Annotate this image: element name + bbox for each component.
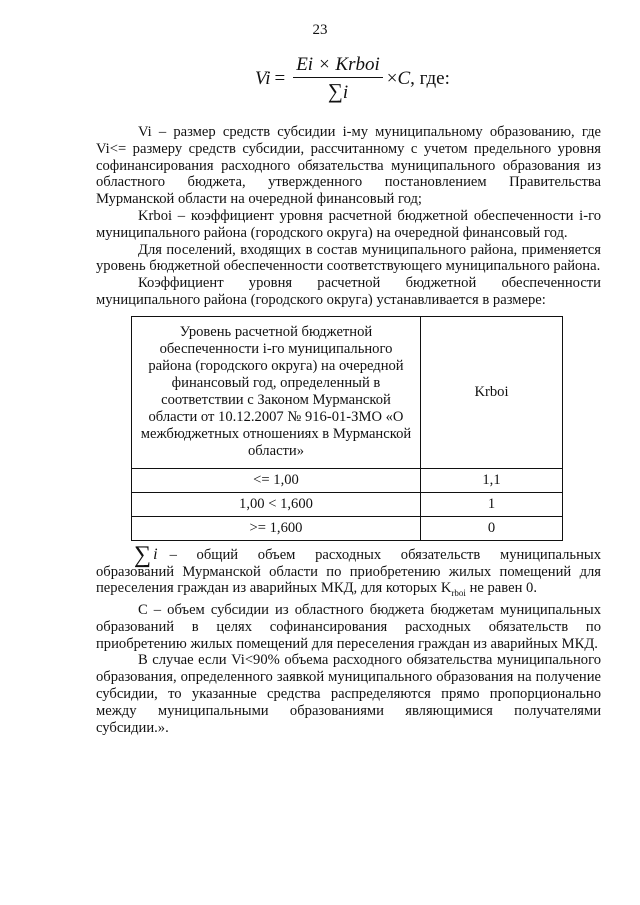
table-header-row <box>132 316 563 468</box>
table-header-krboi: Krboi <box>421 316 563 468</box>
formula-times: × <box>386 68 398 89</box>
subsidy-formula <box>255 54 450 104</box>
paragraph-vi-definition: Vi – размер средств субсидии i-му муниципальному образованию, где Vi<= размеру средств субсидии, рассчитанному с учетом предельного уровня софинансирования расходного обязательства муниципального образования из областного бюджета, утвержденного постановлением Правительства Мурманской области на очередной финансовый год; <box>96 124 601 208</box>
sum-definition-text: – общий объем расходных обязательств муниципальных <box>169 546 601 563</box>
formula-suffix: , где: <box>410 68 450 89</box>
sum-definition-continuation: образований Мурманской области по приобретению жилых помещений для переселения граждан из аварийных МКД, для которых $K_{rboi}$ не равен 0. <box>96 563 601 599</box>
formula-numerator: Ei × Krboi <box>293 54 383 78</box>
table-cell-value: 1 <box>421 492 563 516</box>
paragraph-coefficient-intro: Коэффициент уровня расчетной бюджетной обеспеченности муниципального района (городского округа) устанавливается в размере: <box>96 275 601 308</box>
table-row <box>132 516 563 540</box>
formula-fraction <box>293 54 383 104</box>
sigma-symbol: ∑ <box>327 79 343 103</box>
table-cell-level: <= 1,00 <box>132 468 421 492</box>
document-body <box>96 124 601 736</box>
formula-lhs: Vi <box>255 68 271 89</box>
sum-variable: i <box>153 545 158 563</box>
table-row <box>132 468 563 492</box>
sigma-symbol: ∑ <box>134 541 152 568</box>
paragraph-c-definition: С – объем субсидии из областного бюджета бюджетам муниципальных образований в целях софинансирования расходных обязательств по приобретению жилых помещений для переселения граждан из аварийных МКД. <box>96 602 601 652</box>
formula-c: C <box>397 68 411 89</box>
table-cell-level: 1,00 < 1,600 <box>132 492 421 516</box>
formula-equals: = <box>274 68 286 89</box>
table-cell-value: 1,1 <box>421 468 563 492</box>
table-header-level: Уровень расчетной бюджетной обеспеченности i-го муниципального района (городского округа) на очередной финансовый год, определенный в соответствии с Законом Мурманской области от 10.12.2007 № 916-01-ЗМО «О межбюджетных отношениях в Мурманской области» <box>132 316 421 468</box>
paragraph-krboi-definition: Krboi – коэффициент уровня расчетной бюджетной обеспеченности i-го муниципального района (городского округа) на очередной финансовый год. <box>96 207 601 241</box>
paragraph-settlements: Для поселений, входящих в состав муниципального района, применяется уровень бюджетной обеспеченности соответствующего муниципального района. <box>96 241 601 275</box>
table-cell-level: >= 1,600 <box>132 516 421 540</box>
table-row <box>132 492 563 516</box>
formula-denominator <box>328 78 348 104</box>
paragraph-final: В случае если Vi<90% объема расходного обязательства муниципального образования, определенного заявкой муниципального образования на получение субсидии, то указанные средства распределяются прямо пропорционально между муниципальными образованиями являющимися получателями субсидии.». <box>96 652 601 736</box>
table-cell-value: 0 <box>421 516 563 540</box>
page-number: 23 <box>312 22 328 38</box>
krboi-subscript: rboi <box>451 588 466 599</box>
sum-definition-first-line <box>96 541 601 568</box>
formula-tail <box>387 68 450 90</box>
coefficient-table <box>131 316 563 541</box>
formula-denominator-var: i <box>342 82 349 103</box>
